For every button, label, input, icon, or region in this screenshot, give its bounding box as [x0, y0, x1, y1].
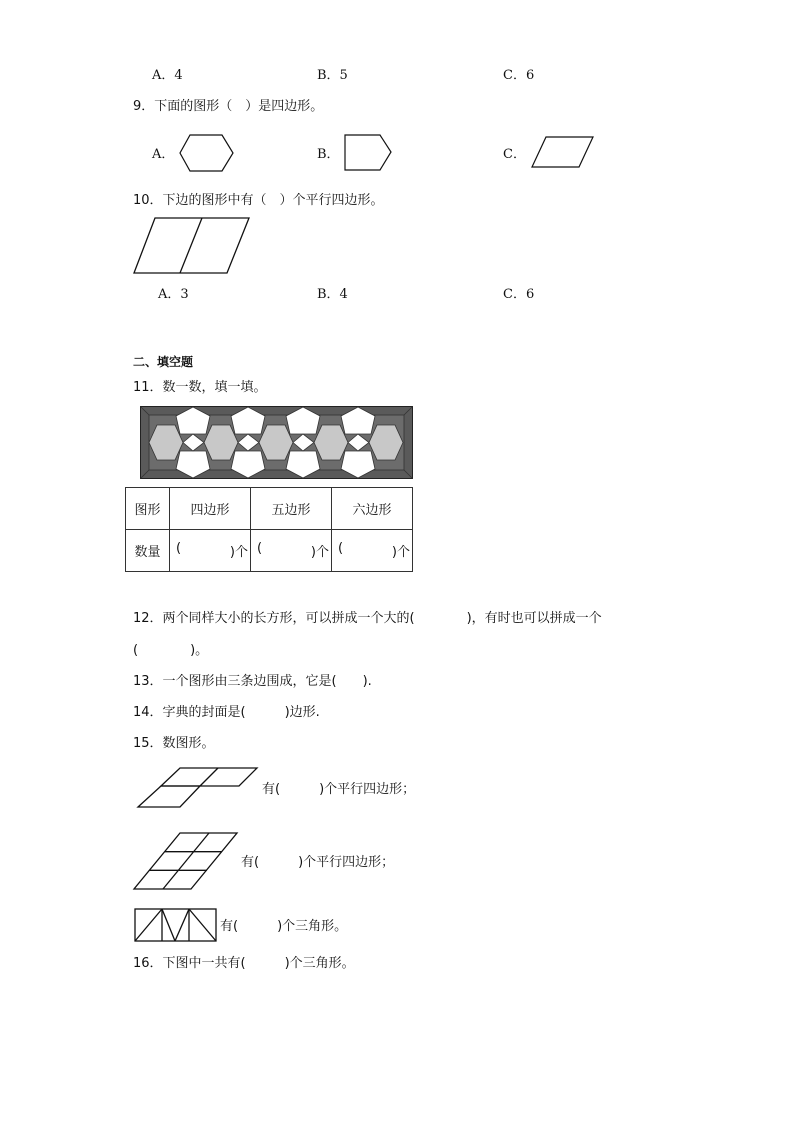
q10-option-b: B．4: [317, 287, 348, 302]
q13-text: 13．一个图形由三条边围成，它是( ).: [133, 674, 372, 689]
q16-text: 16．下图中一共有( )个三角形。: [133, 956, 355, 971]
q9-option-a: A．: [152, 147, 175, 162]
pentagon-figure: [344, 134, 394, 174]
quadrilateral-count-blank[interactable]: ( )个: [170, 530, 251, 572]
pentagon-count-blank[interactable]: ( )个: [251, 530, 332, 572]
row-label-count: 数量: [126, 530, 170, 572]
q8-option-b: B．5: [317, 68, 348, 83]
q11-text: 11．数一数，填一填。: [133, 380, 267, 395]
header-quadrilateral: 四边形: [170, 488, 251, 530]
parallelogram-figure: [531, 136, 595, 170]
count-table: [125, 487, 413, 572]
q15-b-text: 有( )个平行四边形；: [241, 855, 395, 870]
hexagon-count-blank[interactable]: ( )个: [332, 530, 413, 572]
hexagon-figure: [179, 134, 235, 174]
header-hexagon: 六边形: [332, 488, 413, 530]
q8-option-c: C．6: [503, 68, 535, 83]
q10-option-a: A．3: [158, 287, 189, 302]
q10-text: 10．下边的图形中有（ ）个平行四边形。: [133, 193, 384, 208]
q15-text: 15．数图形。: [133, 736, 215, 751]
header-pentagon: 五边形: [251, 488, 332, 530]
q15-a-text: 有( )个平行四边形；: [262, 782, 416, 797]
parallelogram-grid-figure: [133, 832, 239, 890]
q14-text: 14．字典的封面是( )边形.: [133, 705, 320, 720]
triangle-strip-figure: [134, 908, 218, 943]
tessellation-figure: [140, 406, 413, 479]
q8-option-a: A．4: [152, 68, 183, 83]
q15-c-text: 有( )个三角形。: [220, 919, 348, 934]
parallelogram-figure-a: [137, 767, 259, 809]
section-title: 二、填空题: [133, 355, 194, 369]
two-parallelograms-figure: [133, 217, 251, 275]
q10-option-c: C．6: [503, 287, 535, 302]
table-row: [126, 530, 413, 572]
q9-option-c: C．: [503, 147, 526, 162]
q9-text: 9．下面的图形（ ）是四边形。: [133, 99, 324, 114]
q9-option-b: B．: [317, 147, 340, 162]
header-shape: 图形: [126, 488, 170, 530]
q12-line1: 12．两个同样大小的长方形，可以拼成一个大的( )，有时也可以拼成一个: [133, 611, 602, 626]
table-row: [126, 488, 413, 530]
q12-line2: ( )。: [133, 643, 209, 658]
